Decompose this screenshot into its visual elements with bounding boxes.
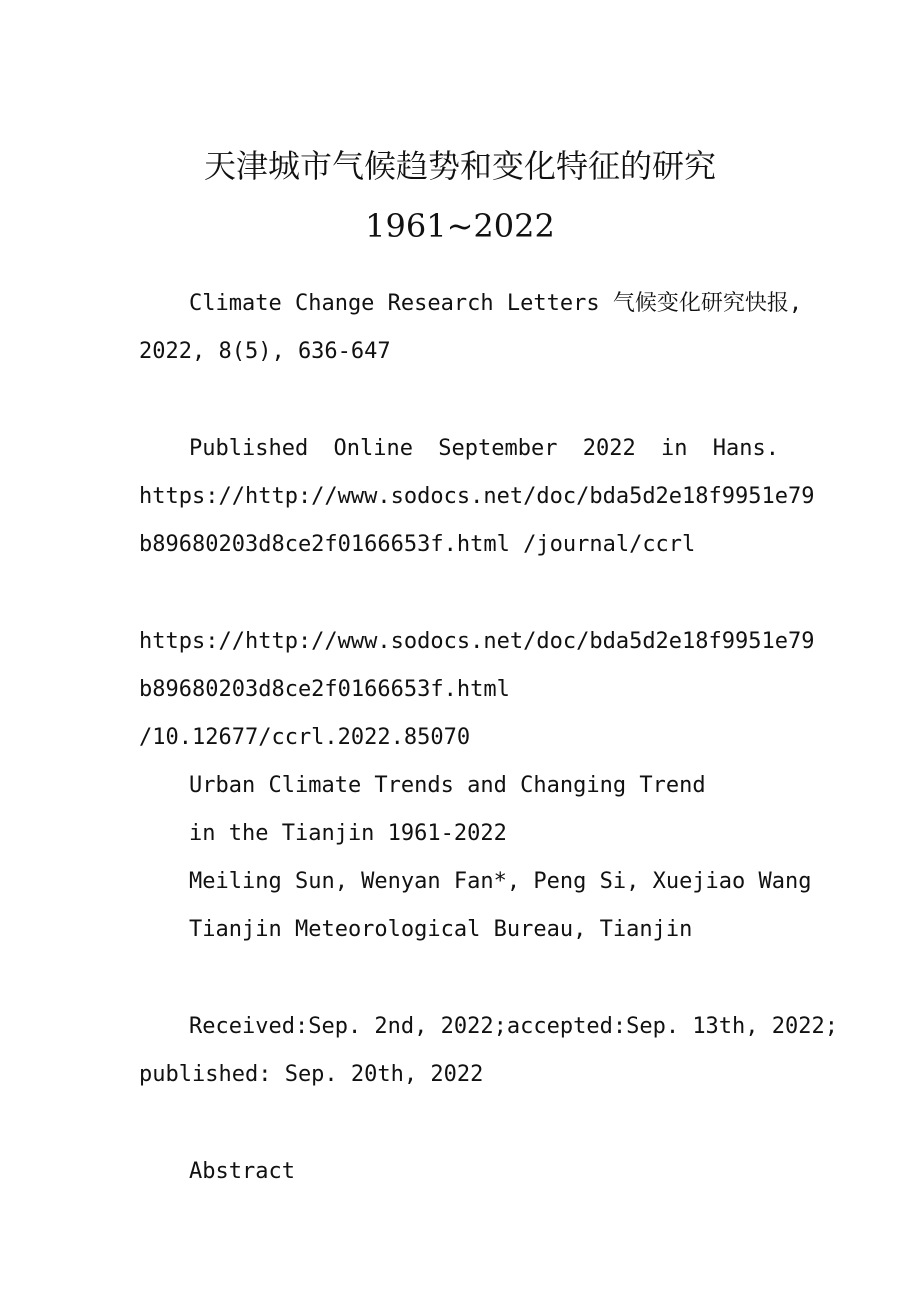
authors-line: Meiling Sun, Wenyan Fan*, Peng Si, Xuejiao Wang [189,869,812,894]
published-word: in [660,436,688,461]
abstract-heading: Abstract [189,1159,295,1184]
dates-line-1: Received:Sep. 2nd, 2022;accepted:Sep. 13th, 2022; [189,1014,839,1039]
english-title-line-2: in the Tianjin 1961-2022 [189,821,507,846]
title-year-range: 1961~2022 [365,207,555,245]
citation-journal-line: Climate Change Research Letters 气候变化研究快报, [189,291,803,316]
published-online-line [189,434,779,464]
dates-line-2: published: Sep. 20th, 2022 [139,1062,484,1087]
journal-url-line-1: https://http://www.sodocs.net/doc/bda5d2e18f9951e79 [139,484,815,509]
english-title-line-1: Urban Climate Trends and Changing Trend [189,773,706,798]
journal-url-line-2: b89680203d8ce2f0166653f.html /journal/ccrl [139,532,696,557]
chinese-title: 天津城市气候趋势和变化特征的研究 [203,147,716,185]
published-word: Hans. [712,436,779,461]
published-word: Published [189,436,309,461]
published-word: Online [333,436,413,461]
doi-url-line-3: /10.12677/ccrl.2022.85070 [139,725,471,750]
published-word: September [438,436,558,461]
doi-url-line-1: https://http://www.sodocs.net/doc/bda5d2e18f9951e79 [139,629,815,654]
citation-volume-line: 2022, 8(5), 636-647 [139,339,391,364]
doi-url-line-2: b89680203d8ce2f0166653f.html [139,677,510,702]
affiliation-line: Tianjin Meteorological Bureau, Tianjin [189,917,693,942]
published-word: 2022 [582,436,636,461]
